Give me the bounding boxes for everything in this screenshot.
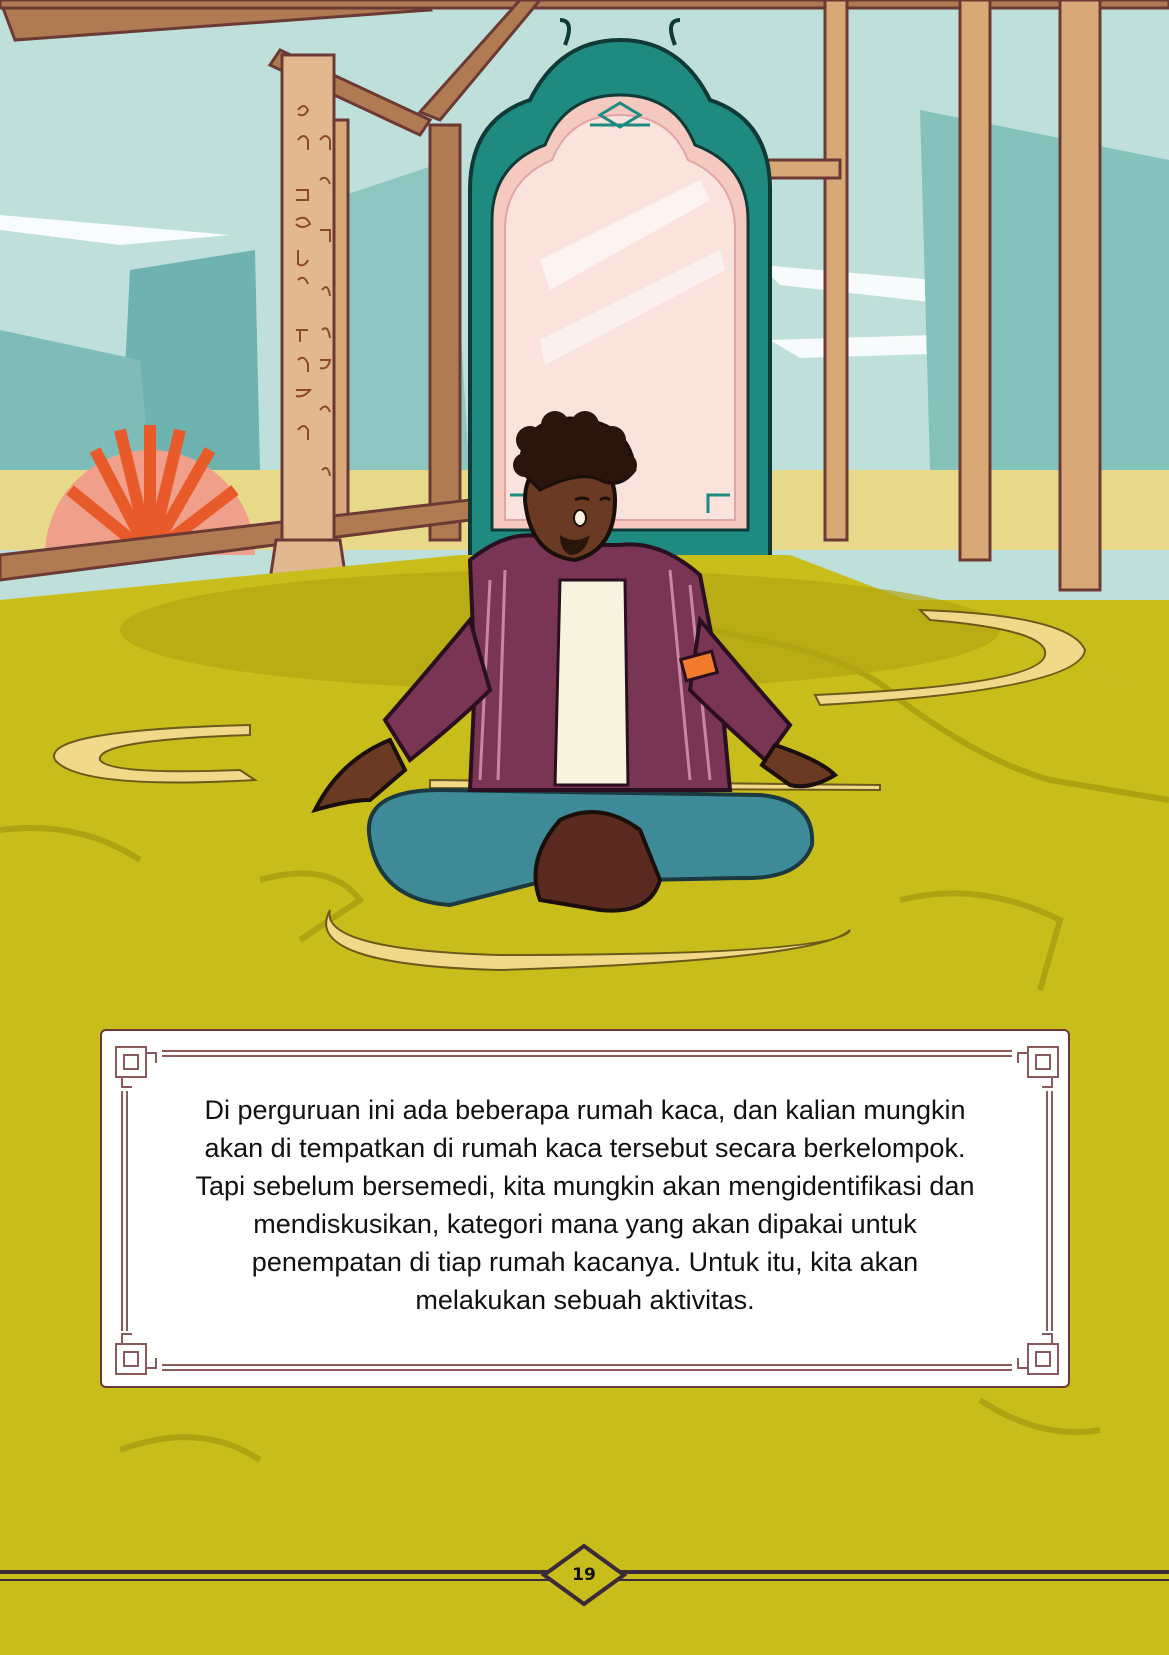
script-pillar [270,55,346,580]
narration-text [142,1091,1028,1319]
caption-line: akan di tempatkan di rumah kaca tersebut secara berkelompok. [204,1133,966,1163]
caption-line: melakukan sebuah aktivitas. [415,1285,755,1315]
corner-ornament-bottom-left [116,1334,156,1374]
ornate-mirror [470,20,770,600]
caption-line: Di perguruan ini ada beberapa rumah kaca, dan kalian mungkin [204,1095,966,1125]
caption-line: penempatan di tiap rumah kacanya. Untuk itu, kita akan [251,1247,919,1277]
page-number: 19 [572,1565,596,1585]
caption-line: mendiskusikan, kategori mana yang akan dipakai untuk [253,1209,917,1239]
corner-ornament-top-right [1018,1047,1058,1087]
corner-ornament-bottom-right [1018,1334,1058,1374]
corner-ornament-top-left [116,1047,156,1087]
caption-line: Tapi sebelum bersemedi, kita mungkin akan mengidentifikasi dan [195,1171,975,1201]
caption-box [100,1029,1070,1388]
